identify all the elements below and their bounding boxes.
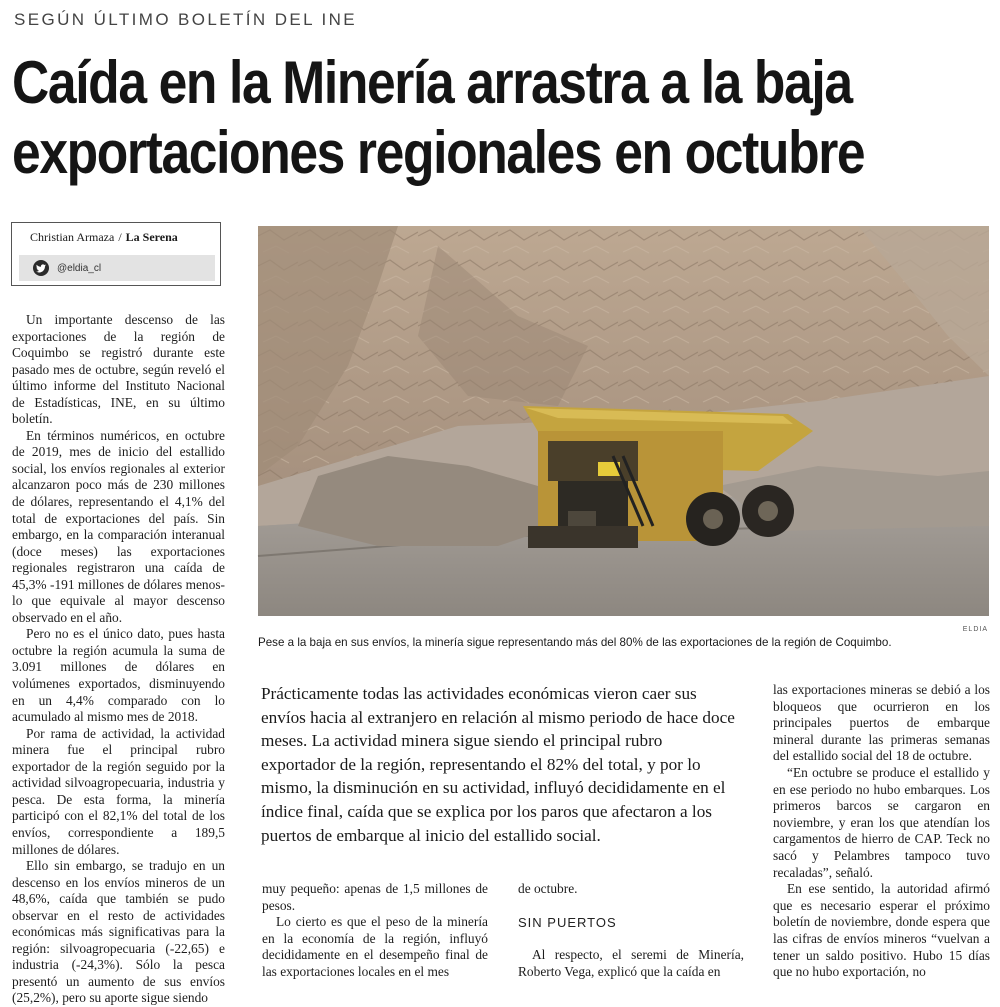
col1-paragraph: Ello sin embargo, se tradujo en un descenso en los envíos mineros de un 48,6%, caída que también se pudo observar en el resto de actividades económicas más significativas para la región: silvoagropecuaria (-22,65) e industria (-24,3%). Sólo la pesca presentó un aumento de sus envíos (25,2%), pero su aporte sigue siendo bbox=[12, 858, 225, 1006]
col2-paragraph: Lo cierto es que el peso de la minería en la economía de la región, influyó decididamente en el desempeño final de las exportaciones locales en el mes bbox=[262, 914, 488, 979]
byline-city: La Serena bbox=[125, 230, 178, 244]
column-4 bbox=[773, 682, 990, 986]
twitter-icon bbox=[33, 260, 49, 276]
column-3 bbox=[518, 881, 744, 986]
col1-paragraph: En términos numéricos, en octubre de 2019, mes de inicio del estallido social, los envíos regionales al exterior alcanzaron poco más de 230 millones de dólares, representando el 4,1% del total de exportaciones del país. Sin embargo, en la comparación interanual (doce meses) las exportaciones regionales registraron una caída de 45,3% -191 millones de dólares menos- lo que equivale al mayor descenso observado en el año. bbox=[12, 427, 225, 625]
byline-box bbox=[11, 222, 221, 286]
col1-paragraph: Un importante descenso de las exportaciones de la región de Coquimbo se registró durante este pasado mes de octubre, según reveló el último informe del Instituto Nacional de Estadísticas, INE, en su último boletín. bbox=[12, 312, 225, 427]
lead-paragraph: Prácticamente todas las actividades económicas vieron caer sus envíos hacia al extranjero en relación al mismo periodo de hace doce meses. La actividad minera sigue siendo el principal rubro exportador de la región, representando el 82% del total, y por lo mismo, la disminución en su actividad, influyó decididamente en el índice final, caída que se explica por los paros que afectaron a los puertos de embarque al inicio del estallido social. bbox=[261, 684, 735, 845]
col2-paragraph: muy pequeño: apenas de 1,5 millones de pesos. bbox=[262, 881, 488, 913]
col4-paragraph: En ese sentido, la autoridad afirmó que es necesario esperar el próximo boletín de noviembre, donde espera que las cifras de envíos mineros “vuelvan a tener un saldo positivo. Hubo 15 días que no hubo exportación, no bbox=[773, 881, 990, 980]
headline-line-1: Caída en la Minería arrastra a la baja bbox=[12, 49, 852, 116]
col1-paragraph: Pero no es el único dato, pues hasta octubre la región acumula la suma de 3.091 millones de dólares en volúmenes exportados, disminuyendo en un 4,4% comparado con lo acumulado al mismo mes de 2018. bbox=[12, 626, 225, 725]
subhead: SIN PUERTOS bbox=[518, 914, 617, 930]
column-1 bbox=[12, 312, 225, 1006]
col3-paragraph: Al respecto, el seremi de Minería, Roberto Vega, explicó que la caída en bbox=[518, 947, 744, 979]
mining-truck-photo bbox=[258, 226, 989, 616]
col3-continuation: de octubre. bbox=[518, 881, 578, 896]
kicker: SEGÚN ÚLTIMO BOLETÍN DEL INE bbox=[14, 10, 358, 29]
col4-paragraph: las exportaciones mineras se debió a los bloqueos que ocurrieron en los principales puertos de embarque mineral durante las primeras semanas del estallido social del 18 de octubre. bbox=[773, 682, 990, 764]
col4-paragraph: “En octubre se produce el estallido y en ese periodo no hubo embarques. Los primeros barcos se cargaron en noviembre, y eran los que atendían los cargamentos de hierro de CAP. Teck no sacó y Pelambres tampoco tuvo recaladas”, señaló. bbox=[773, 764, 990, 880]
headline bbox=[12, 48, 865, 188]
col1-paragraph: Por rama de actividad, la actividad minera fue el principal rubro exportador de la región seguido por la actividad silvoagropecuaria, industria y pesca. De esta forma, la minería participó con el 82,1% del total de los envíos, correspondiente a 189,5 millones de dólares. bbox=[12, 725, 225, 857]
social-handle-bar bbox=[19, 255, 215, 281]
author-name: Christian Armaza bbox=[30, 230, 115, 244]
twitter-handle: @eldia_cl bbox=[57, 262, 102, 274]
column-2 bbox=[262, 881, 488, 986]
headline-line-2: exportaciones regionales en octubre bbox=[12, 119, 865, 186]
byline bbox=[30, 230, 178, 245]
photo-credit: ELDIA bbox=[962, 626, 988, 633]
byline-separator: / bbox=[118, 230, 122, 244]
photo-caption: Pese a la baja en sus envíos, la minería sigue representando más del 80% de las exportaciones de la región de Coquimbo. bbox=[258, 636, 892, 649]
